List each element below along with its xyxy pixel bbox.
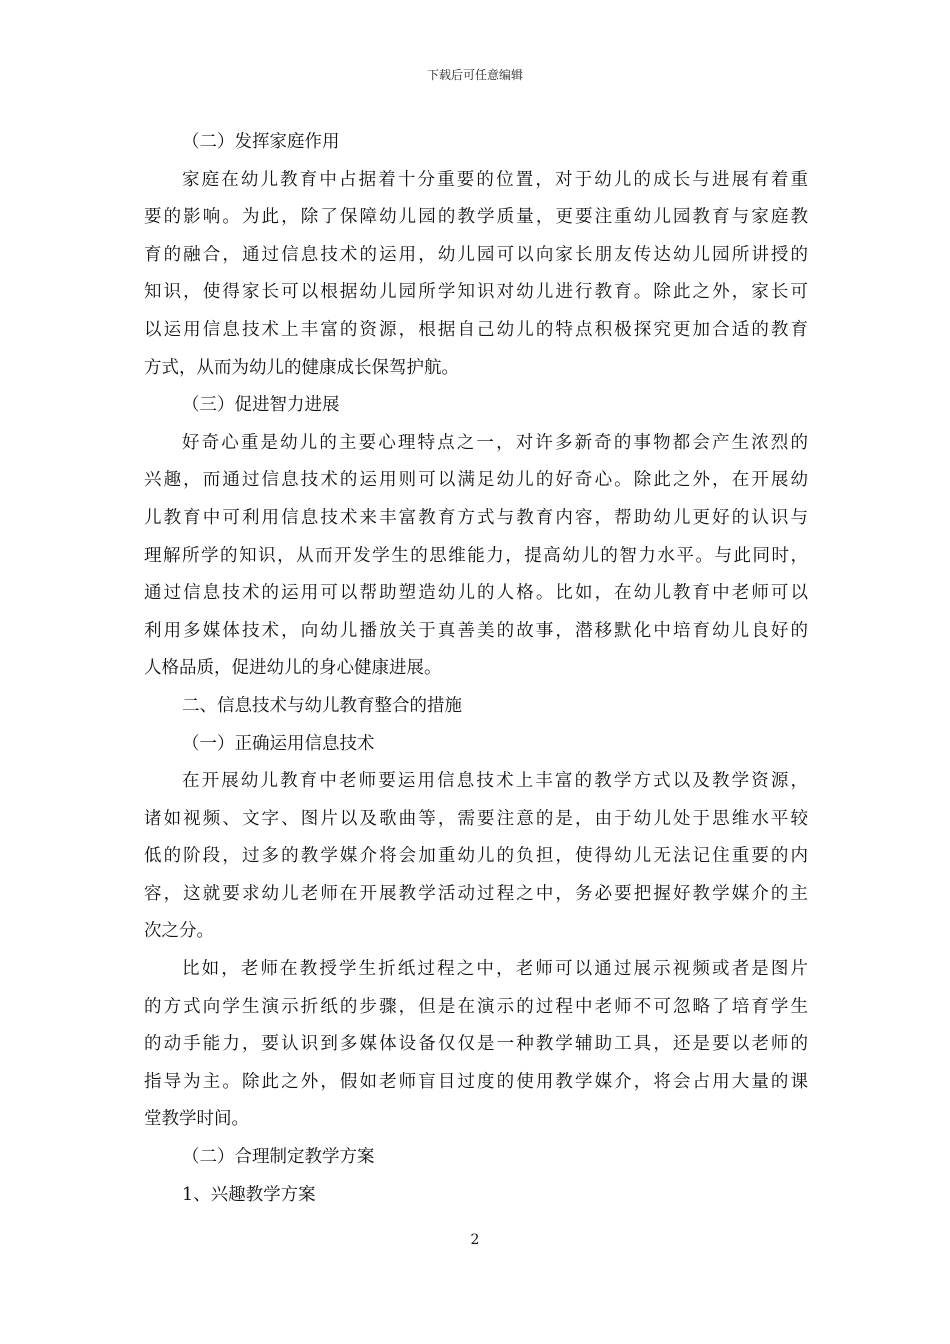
document-body <box>144 124 808 1214</box>
paragraph-line: 堂教学时间。 <box>144 1109 249 1130</box>
paragraph-line: 以运用信息技术上丰富的资源，根据自己幼儿的特点积极探究更加合适的教育 <box>144 319 808 340</box>
paragraph-line: 儿教育中可利用信息技术来丰富教育方式与教育内容，帮助幼儿更好的认识与 <box>144 507 808 528</box>
paragraph-line: 的动手能力，要认识到多媒体设备仅仅是一种教学辅助工具，还是要以老师的 <box>144 1034 808 1055</box>
paragraph-line: 方式，从而为幼儿的健康成长保驾护航。 <box>144 357 459 378</box>
paragraph-line: 的方式向学生演示折纸的步骤，但是在演示的过程中老师不可忽略了培育学生 <box>144 996 808 1017</box>
paragraph-line: 育的融合，通过信息技术的运用，幼儿园可以向家长朋友传达幼儿园所讲授的 <box>144 244 808 265</box>
paragraph-family-role <box>144 162 808 388</box>
heading-intelligence: （三）促进智力进展 <box>182 395 340 416</box>
heading-interest-plan: 1、兴趣教学方案 <box>182 1184 316 1205</box>
heading-teaching-plan: （二）合理制定教学方案 <box>182 1147 375 1168</box>
paragraph-line: 利用多媒体技术，向幼儿播放关于真善美的故事，潜移默化中培育幼儿良好的 <box>144 620 808 641</box>
paragraph-line: 要的影响。为此，除了保障幼儿园的教学质量，更要注重幼儿园教育与家庭教 <box>144 207 808 228</box>
paragraph-line: 兴趣，而通过信息技术的运用则可以满足幼儿的好奇心。除此之外，在开展幼 <box>144 470 808 491</box>
paragraph-line: 容，这就要求幼儿老师在开展教学活动过程之中，务必要把握好教学媒介的主 <box>144 883 808 904</box>
page-header: 下载后可任意编辑 <box>426 68 523 82</box>
paragraph-line: 低的阶段，过多的教学媒介将会加重幼儿的负担，使得幼儿无法记住重要的内 <box>144 846 808 867</box>
paragraph-line: 人格品质，促进幼儿的身心健康进展。 <box>144 658 442 679</box>
paragraph-line: 知识，使得家长可以根据幼儿园所学知识对幼儿进行教育。除此之外，家长可 <box>144 282 808 303</box>
paragraph-line: 指导为主。除此之外，假如老师盲目过度的使用教学媒介，将会占用大量的课 <box>144 1071 808 1092</box>
heading-family-role: （二）发挥家庭作用 <box>182 132 340 152</box>
paragraph-correct-use <box>144 763 808 951</box>
heading-correct-use: （一）正确运用信息技术 <box>182 733 375 754</box>
paragraph-example <box>144 951 808 1139</box>
paragraph-intelligence <box>144 425 808 688</box>
page-number: 2 <box>470 1232 480 1248</box>
paragraph-line: 诸如视频、文字、图片以及歌曲等，需要注意的是，由于幼儿处于思维水平较 <box>144 808 808 829</box>
paragraph-line: 家庭在幼儿教育中占据着十分重要的位置，对于幼儿的成长与进展有着重 <box>182 169 808 190</box>
paragraph-line: 在开展幼儿教育中老师要运用信息技术上丰富的教学方式以及教学资源， <box>182 771 808 792</box>
paragraph-line: 比如，老师在教授学生折纸过程之中，老师可以通过展示视频或者是图片 <box>182 959 808 980</box>
paragraph-line: 好奇心重是幼儿的主要心理特点之一，对许多新奇的事物都会产生浓烈的 <box>182 432 808 453</box>
paragraph-line: 次之分。 <box>144 921 214 942</box>
paragraph-line: 通过信息技术的运用可以帮助塑造幼儿的人格。比如，在幼儿教育中老师可以 <box>144 583 808 604</box>
heading-section-two: 二、信息技术与幼儿教育整合的措施 <box>182 695 462 716</box>
paragraph-line: 理解所学的知识，从而开发学生的思维能力，提高幼儿的智力水平。与此同时， <box>144 545 808 566</box>
